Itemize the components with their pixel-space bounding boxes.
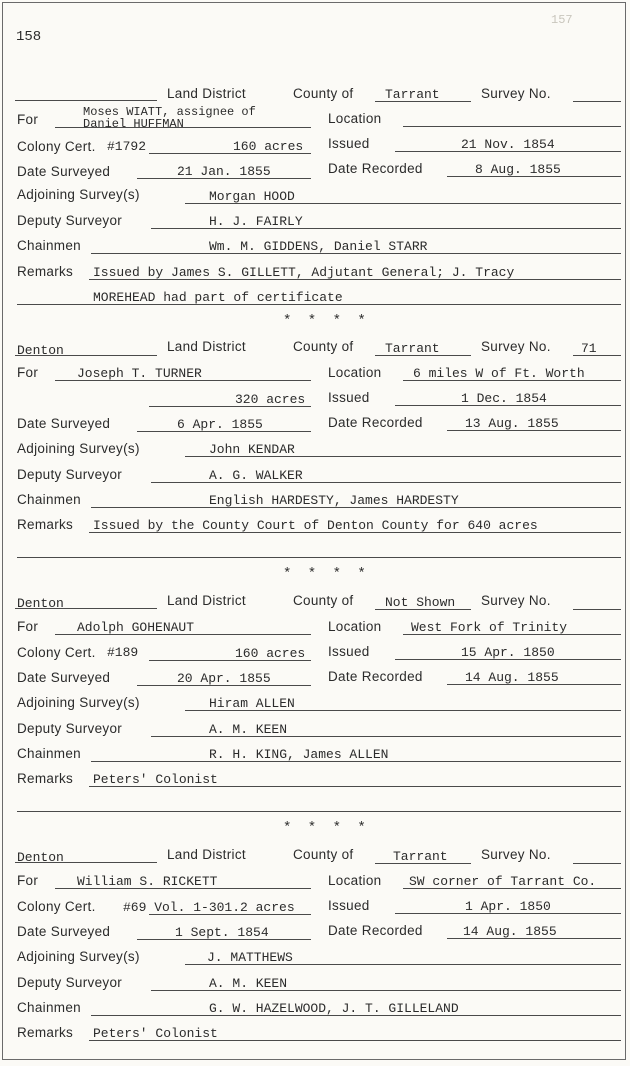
location-label: Location — [328, 619, 382, 634]
for-value: Adolph GOHENAUT — [77, 620, 195, 635]
date-recorded-value: 14 Aug. 1855 — [465, 670, 559, 685]
county-label: County of — [293, 86, 354, 101]
chainmen-value: G. W. HAZELWOOD, J. T. GILLELAND — [209, 1001, 459, 1016]
location-value: West Fork of Trinity — [411, 620, 568, 635]
issued-label: Issued — [328, 898, 370, 913]
chainmen-value: R. H. KING, James ALLEN — [209, 747, 389, 762]
remarks-value: Issued by the County Court of Denton County for 640 acres — [93, 518, 538, 533]
colony-cert-no: #69 Vol. 1-301.2 acres — [123, 900, 295, 915]
date-recorded-value: 14 Aug. 1855 — [463, 924, 557, 939]
issued-value: 15 Apr. 1850 — [461, 645, 555, 660]
location-value: SW corner of Tarrant Co. — [409, 874, 597, 889]
county-value: Tarrant — [385, 87, 440, 102]
survey-no-label: Survey No. — [481, 593, 551, 608]
deputy-label: Deputy Surveyor — [17, 721, 123, 736]
chainmen-label: Chainmen — [17, 746, 81, 761]
adjoining-value: John KENDAR — [209, 442, 295, 457]
district-value: Denton — [17, 850, 64, 865]
chainmen-label: Chainmen — [17, 1000, 81, 1015]
document-page — [2, 2, 626, 1060]
deputy-label: Deputy Surveyor — [17, 975, 123, 990]
survey-no-label: Survey No. — [481, 86, 551, 101]
survey-no-label: Survey No. — [481, 847, 551, 862]
chainmen-value: Wm. M. GIDDENS, Daniel STARR — [209, 239, 428, 254]
for-label: For — [17, 112, 39, 127]
colony-cert-no: #189 — [107, 645, 139, 660]
deputy-label: Deputy Surveyor — [17, 213, 123, 228]
remarks-label: Remarks — [17, 264, 74, 279]
deputy-value: H. J. FAIRLY — [209, 214, 303, 229]
for-label: For — [17, 365, 39, 380]
remarks-label: Remarks — [17, 771, 74, 786]
chainmen-value: English HARDESTY, James HARDESTY — [209, 493, 459, 508]
district-value: Denton — [17, 343, 64, 358]
colony-cert-label: Colony Cert. — [17, 139, 96, 154]
deputy-value: A. M. KEEN — [209, 976, 288, 991]
location-label: Location — [328, 111, 382, 126]
land-district-label: Land District — [167, 86, 246, 101]
chainmen-label: Chainmen — [17, 492, 81, 507]
date-surveyed-label: Date Surveyed — [17, 670, 111, 685]
date-recorded-label: Date Recorded — [328, 415, 423, 430]
colony-cert-label: Colony Cert. — [17, 899, 96, 914]
land-district-label: Land District — [167, 847, 246, 862]
bleed-through-page-number: 157 — [551, 13, 573, 27]
deputy-label: Deputy Surveyor — [17, 467, 123, 482]
for-value-line1: Moses WIATT, assignee of — [83, 105, 256, 119]
adjoining-value: Morgan HOOD — [209, 189, 295, 204]
location-label: Location — [328, 873, 382, 888]
adjoining-label: Adjoining Survey(s) — [17, 949, 140, 964]
location-label: Location — [328, 365, 382, 380]
date-surveyed-label: Date Surveyed — [17, 924, 111, 939]
date-recorded-value: 13 Aug. 1855 — [465, 416, 559, 431]
remarks-label: Remarks — [17, 1025, 74, 1040]
colony-cert-label: Colony Cert. — [17, 645, 96, 660]
county-value: Tarrant — [393, 849, 448, 864]
date-surveyed-value: 20 Apr. 1855 — [177, 671, 271, 686]
chainmen-label: Chainmen — [17, 238, 81, 253]
survey-no-line — [573, 101, 621, 102]
date-recorded-label: Date Recorded — [328, 923, 423, 938]
county-label: County of — [293, 847, 354, 862]
date-recorded-label: Date Recorded — [328, 161, 423, 176]
county-value: Not Shown — [385, 595, 456, 610]
deputy-value: A. M. KEEN — [209, 722, 288, 737]
county-label: County of — [293, 339, 354, 354]
remarks-value-line2: MOREHEAD had part of certificate — [93, 290, 343, 305]
adjoining-label: Adjoining Survey(s) — [17, 441, 140, 456]
for-value: Joseph T. TURNER — [77, 366, 202, 381]
land-district-label: Land District — [167, 339, 246, 354]
for-label: For — [17, 619, 39, 634]
county-value: Tarrant — [385, 341, 440, 356]
location-value: 6 miles W of Ft. Worth — [413, 366, 585, 381]
acres-value: 320 acres — [235, 392, 306, 407]
remarks-value: Peters' Colonist — [93, 1026, 218, 1041]
location-line — [403, 126, 621, 127]
page-number: 158 — [16, 29, 42, 45]
date-surveyed-value: 21 Jan. 1855 — [177, 164, 271, 179]
acres-value: 160 acres — [233, 139, 304, 154]
record-separator: * * * * — [283, 566, 370, 582]
date-surveyed-value: 1 Sept. 1854 — [175, 925, 269, 940]
adjoining-value: J. MATTHEWS — [207, 950, 293, 965]
issued-label: Issued — [328, 136, 370, 151]
remarks-value: Peters' Colonist — [93, 772, 218, 787]
issued-value: 1 Apr. 1850 — [465, 899, 551, 914]
remarks-value-line1: Issued by James S. GILLETT, Adjutant General; J. Tracy — [93, 265, 515, 280]
date-surveyed-value: 6 Apr. 1855 — [177, 417, 263, 432]
colony-cert-no: #1792 — [107, 139, 147, 154]
issued-label: Issued — [328, 390, 370, 405]
issued-value: 1 Dec. 1854 — [461, 391, 547, 406]
date-surveyed-label: Date Surveyed — [17, 164, 111, 179]
issued-label: Issued — [328, 644, 370, 659]
date-recorded-label: Date Recorded — [328, 669, 423, 684]
adjoining-value: Hiram ALLEN — [209, 696, 295, 711]
survey-no-value: 71 — [581, 341, 597, 356]
issued-value: 21 Nov. 1854 — [461, 137, 555, 152]
adjoining-label: Adjoining Survey(s) — [17, 187, 140, 202]
county-label: County of — [293, 593, 354, 608]
land-district-label: Land District — [167, 593, 246, 608]
date-recorded-value: 8 Aug. 1855 — [475, 162, 561, 177]
deputy-value: A. G. WALKER — [209, 468, 303, 483]
for-label: For — [17, 873, 39, 888]
survey-no-label: Survey No. — [481, 339, 551, 354]
acres-value: 160 acres — [235, 646, 306, 661]
for-value: William S. RICKETT — [77, 874, 218, 889]
adjoining-label: Adjoining Survey(s) — [17, 695, 140, 710]
record-separator: * * * * — [283, 313, 370, 329]
district-value: Denton — [17, 596, 64, 611]
for-value-line2: Daniel HUFFMAN — [83, 117, 184, 131]
date-surveyed-label: Date Surveyed — [17, 416, 111, 431]
district-line — [15, 100, 157, 101]
remarks-label: Remarks — [17, 517, 74, 532]
record-separator: * * * * — [283, 820, 370, 836]
